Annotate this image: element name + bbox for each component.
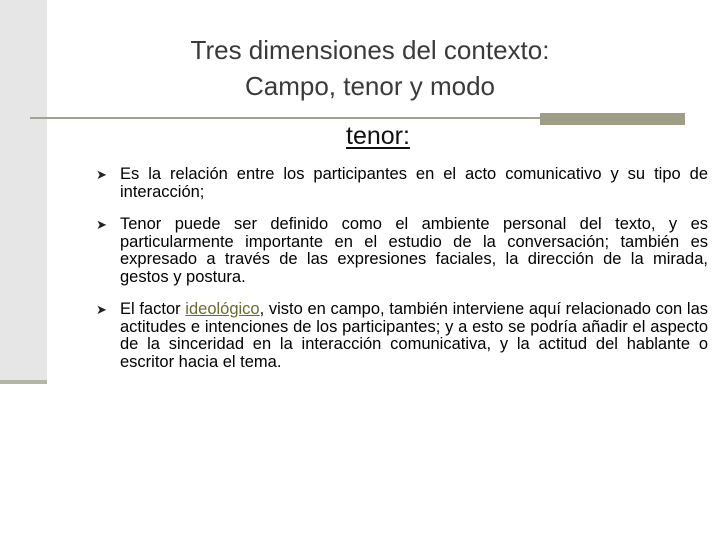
bullet-list <box>96 166 708 386</box>
arrowhead-bullet-icon: ➤ <box>96 302 107 317</box>
list-item <box>96 301 708 371</box>
bullet-text: Es la relación entre los participantes en el acto comunicativo y su tipo de interacción; <box>120 165 708 201</box>
bullet-text: Tenor puede ser definido como el ambiente personal del texto, y es particularmente importante en el estudio de la conversación; también es expresado a través de las expresiones faciales, la dirección de la mirada, gestos y postura. <box>120 215 708 286</box>
title-line-2: Campo, tenor y modo <box>244 71 495 101</box>
slide-title <box>60 32 680 104</box>
section-subtitle: tenor: <box>346 122 410 150</box>
title-divider-accent <box>540 113 685 125</box>
bullet-text-after: , visto en campo, también interviene aquí relacionado con las actitudes e intenciones de los participantes; y a esto se podría añadir el aspecto de la sinceridad en la interacción comunicativa, y la actitud del hablante o escritor hacia el tema. <box>120 300 708 371</box>
list-item <box>96 166 708 201</box>
arrowhead-bullet-icon: ➤ <box>96 167 107 182</box>
list-item <box>96 216 708 286</box>
ideologico-link[interactable]: ideológico <box>185 300 260 318</box>
left-panel-divider <box>0 380 47 384</box>
left-decorative-panel <box>0 0 47 383</box>
arrowhead-bullet-icon: ➤ <box>96 217 107 232</box>
title-line-1: Tres dimensiones del contexto: <box>190 35 550 65</box>
bullet-text-before: El factor <box>120 300 186 318</box>
